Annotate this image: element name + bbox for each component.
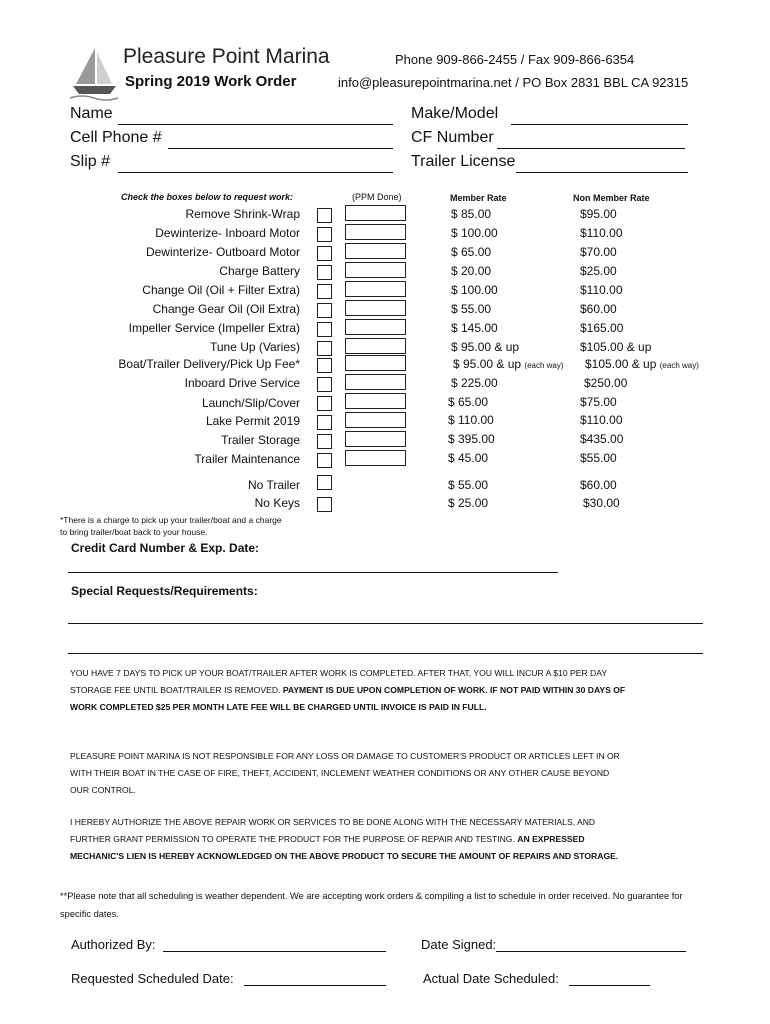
service-checkbox[interactable] — [317, 322, 332, 337]
service-checkbox[interactable] — [317, 303, 332, 318]
slip-label: Slip # — [70, 153, 111, 170]
non-member-rate: $105.00 & up — [580, 340, 652, 354]
instruction-text: Check the boxes below to request work: — [121, 192, 294, 202]
service-name: Remove Shrink-Wrap — [185, 207, 300, 221]
non-member-rate: $75.00 — [580, 395, 617, 409]
authorization-text-bold: AN EXPRESSED MECHANIC'S LIEN IS HEREBY ACKNOWLEDGED ON THE ABOVE PRODUCT TO SECURE THE AMOUNT OF REPAIRS AND STORAGE. — [70, 834, 619, 861]
authorization-text — [70, 814, 630, 865]
ppm-done-box[interactable] — [345, 393, 406, 409]
marina-title: Pleasure Point Marina — [123, 45, 330, 68]
member-rate: $ 100.00 — [451, 283, 498, 297]
non-member-rate: $70.00 — [580, 245, 617, 259]
trailer-license-field[interactable] — [516, 172, 688, 173]
slip-field[interactable] — [118, 172, 393, 173]
non-member-rate: $55.00 — [580, 451, 617, 465]
credit-card-label: Credit Card Number & Exp. Date: — [71, 541, 260, 555]
member-rate-header: Member Rate — [450, 193, 507, 203]
sailboat-icon — [68, 44, 120, 104]
member-rate-suffix: (each way) — [524, 361, 564, 370]
non-member-rate: $250.00 — [584, 376, 628, 390]
service-checkbox[interactable] — [317, 358, 332, 373]
service-name: Inboard Drive Service — [184, 376, 300, 390]
service-checkbox[interactable] — [317, 453, 332, 468]
non-member-rate: $25.00 — [580, 264, 617, 278]
authorized-by-label: Authorized By: — [71, 937, 156, 952]
non-member-rate: $110.00 — [580, 226, 623, 240]
service-checkbox[interactable] — [317, 415, 332, 430]
payment-terms-text: YOU HAVE 7 DAYS TO PICK UP YOUR BOAT/TRAILER AFTER WORK IS COMPLETED. AFTER THAT, YOU WILL INCUR A $10 PER DAY STORAGE FEE UNTIL BOAT/TRAILER IS REMOVED. — [70, 668, 607, 695]
service-name: Tune Up (Varies) — [209, 340, 300, 354]
service-checkbox[interactable] — [317, 227, 332, 242]
ppm-done-box[interactable] — [345, 319, 406, 335]
name-label: Name — [70, 105, 113, 122]
service-name: Dewinterize- Outboard Motor — [145, 245, 300, 259]
service-checkbox[interactable] — [317, 341, 332, 356]
non-member-rate-value: $105.00 & up — [585, 357, 657, 371]
member-rate: $ 145.00 — [451, 321, 498, 335]
cf-number-field[interactable] — [497, 148, 685, 149]
cf-number-label: CF Number — [411, 129, 494, 146]
ppm-done-box[interactable] — [345, 243, 406, 259]
non-member-rate: $110.00 — [580, 283, 623, 297]
member-rate: $ 20.00 — [451, 264, 492, 278]
cell-phone-label: Cell Phone # — [70, 129, 162, 146]
service-name: Trailer Maintenance — [194, 452, 300, 466]
ppm-done-box[interactable] — [345, 224, 406, 240]
service-checkbox[interactable] — [317, 396, 332, 411]
member-rate — [453, 357, 564, 371]
member-rate: $ 55.00 — [448, 478, 489, 492]
member-rate: $ 65.00 — [451, 245, 492, 259]
service-checkbox[interactable] — [317, 377, 332, 392]
service-checkbox[interactable] — [317, 497, 332, 512]
service-checkbox[interactable] — [317, 246, 332, 261]
phone-fax: Phone 909-866-2455 / Fax 909-866-6354 — [395, 52, 635, 67]
non-member-rate: $95.00 — [580, 207, 617, 221]
non-member-rate-header: Non Member Rate — [573, 193, 650, 203]
non-member-rate-suffix: (each way) — [659, 361, 699, 370]
service-name: Change Oil (Oil + Filter Extra) — [142, 283, 300, 297]
service-name: Boat/Trailer Delivery/Pick Up Fee* — [118, 357, 300, 371]
ppm-done-box[interactable] — [345, 281, 406, 297]
service-name: Charge Battery — [219, 264, 300, 278]
ppm-done-box[interactable] — [345, 355, 406, 371]
non-member-rate: $30.00 — [583, 496, 620, 510]
authorization-text-normal: I HEREBY AUTHORIZE THE ABOVE REPAIR WORK OR SERVICES TO BE DONE ALONG WITH THE NECESSARY MATERIALS, AND FURTHER GRANT PERMISSION TO OPERATE THE PRODUCT FOR THE PURPOSE OF REPAIR AND TESTING. — [70, 817, 596, 844]
non-member-rate: $165.00 — [580, 321, 624, 335]
name-field[interactable] — [118, 124, 393, 125]
member-rate: $ 55.00 — [451, 302, 492, 316]
service-name: No Keys — [254, 496, 300, 510]
actual-date-label: Actual Date Scheduled: — [423, 971, 559, 986]
make-model-label: Make/Model — [411, 105, 499, 122]
service-name: Launch/Slip/Cover — [201, 396, 300, 410]
non-member-rate: $435.00 — [580, 432, 624, 446]
ppm-done-box[interactable] — [345, 450, 406, 466]
special-requests-label: Special Requests/Requirements: — [71, 584, 258, 598]
ppm-done-box[interactable] — [345, 374, 406, 390]
special-requests-line-1[interactable] — [68, 623, 703, 624]
member-rate: $ 100.00 — [451, 226, 498, 240]
make-model-field[interactable] — [511, 124, 688, 125]
work-order-title: Spring 2019 Work Order — [125, 73, 297, 90]
requested-date-field[interactable] — [244, 985, 386, 986]
service-checkbox[interactable] — [317, 208, 332, 223]
cell-phone-field[interactable] — [168, 148, 393, 149]
logo — [68, 44, 120, 104]
ppm-done-box[interactable] — [345, 338, 406, 354]
member-rate: $ 225.00 — [451, 376, 498, 390]
member-rate-value: $ 95.00 & up — [453, 357, 522, 371]
delivery-footnote: *There is a charge to pick up your trailer/boat and a charge to bring trailer/boat back to your house. — [60, 515, 282, 537]
payment-terms-bold: PAYMENT IS DUE UPON COMPLETION OF WORK. IF NOT PAID WITHIN 30 DAYS OF WORK COMPLETED $25 PER MONTH LATE FEE WILL BE CHARGED UNTIL INVOICE IS PAID IN FULL. — [70, 685, 626, 712]
member-rate: $ 110.00 — [448, 413, 494, 427]
service-checkbox[interactable] — [317, 284, 332, 299]
ppm-done-box[interactable] — [345, 412, 406, 428]
scheduling-note: **Please note that all scheduling is weather dependent. We are accepting work orders & compiling a list to schedule in order received. No guarantee for specific dates. — [60, 891, 683, 919]
member-rate: $ 25.00 — [448, 496, 489, 510]
non-member-rate — [585, 357, 699, 371]
ppm-done-box[interactable] — [345, 262, 406, 278]
service-checkbox[interactable] — [317, 475, 332, 490]
ppm-header: (PPM Done) — [352, 192, 402, 202]
liability-disclaimer: PLEASURE POINT MARINA IS NOT RESPONSIBLE FOR ANY LOSS OR DAMAGE TO CUSTOMER'S PRODUCT OR ARTICLES LEFT IN OR WITH THEIR BOAT IN THE CASE OF FIRE, THEFT, ACCIDENT, INCLEMENT WEATHER CONDITIONS OR ANY OTHER CAUSE BEYOND OUR CONTROL. — [70, 751, 620, 795]
trailer-license-label: Trailer License — [411, 153, 516, 170]
member-rate: $ 45.00 — [448, 451, 489, 465]
authorized-by-field[interactable] — [163, 951, 386, 952]
ppm-done-box[interactable] — [345, 205, 406, 221]
requested-date-label: Requested Scheduled Date: — [71, 971, 234, 986]
ppm-done-box[interactable] — [345, 431, 406, 447]
member-rate: $ 395.00 — [448, 432, 495, 446]
date-signed-label: Date Signed: — [421, 937, 497, 952]
service-name: No Trailer — [247, 478, 300, 492]
member-rate: $ 95.00 & up — [451, 340, 520, 354]
service-name: Trailer Storage — [221, 433, 300, 447]
actual-date-field[interactable] — [569, 985, 650, 986]
date-signed-field[interactable] — [496, 951, 686, 952]
service-name: Change Gear Oil (Oil Extra) — [152, 302, 300, 316]
non-member-rate: $60.00 — [580, 478, 617, 492]
non-member-rate: $60.00 — [580, 302, 617, 316]
service-checkbox[interactable] — [317, 265, 332, 280]
member-rate: $ 85.00 — [451, 207, 492, 221]
payment-terms — [70, 665, 630, 716]
non-member-rate: $110.00 — [580, 413, 623, 427]
service-name: Lake Permit 2019 — [205, 414, 300, 428]
service-name: Dewinterize- Inboard Motor — [155, 226, 300, 240]
service-checkbox[interactable] — [317, 434, 332, 449]
service-name: Impeller Service (Impeller Extra) — [128, 321, 300, 335]
email-address: info@pleasurepointmarina.net / PO Box 2831 BBL CA 92315 — [338, 75, 689, 90]
ppm-done-box[interactable] — [345, 300, 406, 316]
credit-card-field[interactable] — [68, 572, 558, 573]
special-requests-line-2[interactable] — [68, 653, 703, 654]
member-rate: $ 65.00 — [448, 395, 489, 409]
